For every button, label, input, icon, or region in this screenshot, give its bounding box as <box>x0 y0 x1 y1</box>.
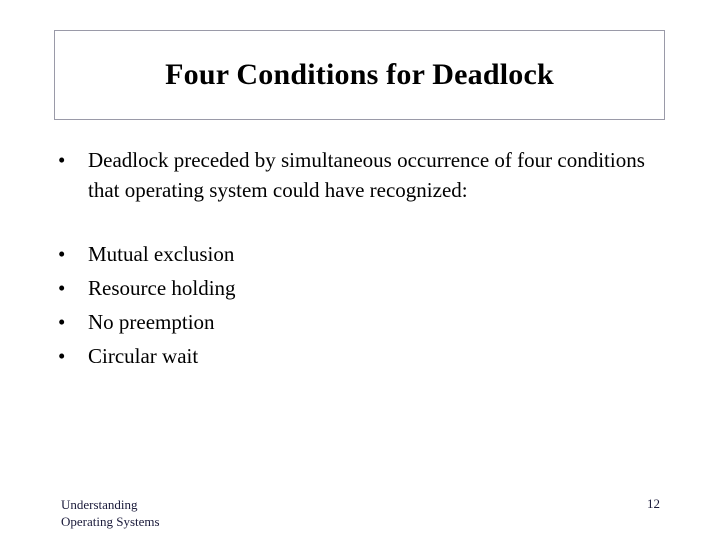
footer-line-2: Operating Systems <box>61 514 160 529</box>
intro-text: Deadlock preceded by simultaneous occurrence of four conditions that operating system could have recognized: <box>88 148 645 202</box>
condition-text: No preemption <box>88 310 215 334</box>
title-box <box>54 30 665 120</box>
bullet-dot: • <box>58 242 66 266</box>
slide-title: Four Conditions for Deadlock <box>165 58 554 91</box>
condition-text: Resource holding <box>88 276 236 300</box>
condition-text: Circular wait <box>88 344 199 368</box>
bullet-dot: • <box>58 276 66 300</box>
condition-text: Mutual exclusion <box>88 242 235 266</box>
condition-item-mutual-exclusion <box>58 237 658 271</box>
footer-line-1: Understanding <box>61 497 138 512</box>
page-number: 12 <box>647 496 660 511</box>
bullet-dot: • <box>58 148 66 172</box>
bullet-list <box>58 145 658 373</box>
bullet-dot: • <box>58 344 66 368</box>
footer-book-title <box>61 496 160 530</box>
condition-item-circular-wait <box>58 339 658 373</box>
bullet-dot: • <box>58 310 66 334</box>
condition-item-resource-holding <box>58 271 658 305</box>
intro-bullet <box>58 145 658 205</box>
condition-item-no-preemption <box>58 305 658 339</box>
